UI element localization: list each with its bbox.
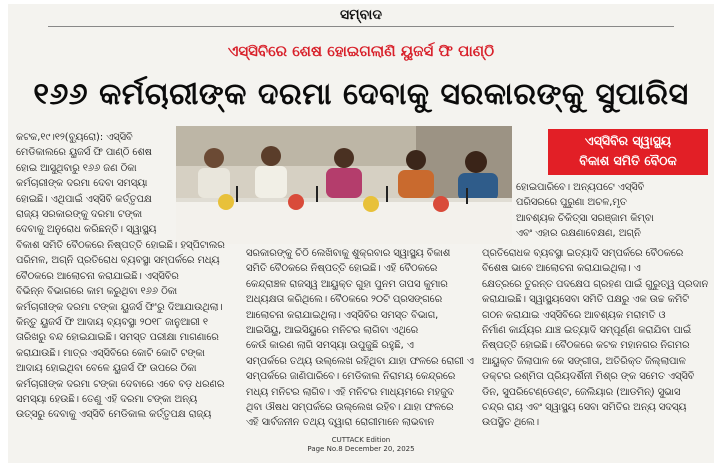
text-line: କଟକ,୧୯।୧୨(ବ୍ୟୁରୋ): ଏସ୍‌ସିବି (16, 132, 133, 143)
edition-label: CUTTACK Edition (331, 436, 391, 444)
text-line: ଗଠନ କରାଯାଇ ଏସ୍‌ସିବିରେ ଆବଶ୍ୟକ ମରାମତି ଓ (482, 309, 666, 321)
text-line: ଆଲୋଚନା କରାଯାଇଥିଲା। ଏସ୍‌ସିବିର ସମସ୍ତ ବିଭାଗ, (246, 309, 439, 321)
text-line: ପ୍ରତିରୋଧକ ବ୍ୟବସ୍ଥା ଇତ୍ୟାଦି ସମ୍ପର୍କରେ ବୈଠକରେ (482, 248, 684, 259)
text-line: ରାଜ୍ୟ ସରକାରଙ୍କୁ ଦରମା ଟଙ୍କା (16, 209, 143, 221)
text-line: ବୈଠକରେ ଆଲୋଚନା କରାଯାଇଛି। ଏସ୍‌ସିବିର (16, 270, 179, 282)
column-c-bottom (482, 246, 710, 431)
text-line: ଆବଶ୍ୟକ ଚିକିତ୍ସା ସରଞ୍ଜାମ କିମ୍ବା (516, 212, 654, 224)
meeting-photo-illustration (176, 126, 512, 244)
infobox-line-2: ବିକାଶ ସମିତି ବୈଠକ (579, 153, 677, 168)
kicker-headline: ଏସ୍‌ସିବିରେ ଶେଷ ହୋଇଗଲାଣି ୟୁଜର୍ସ ଫି ପାଣ୍ଠି (227, 42, 495, 60)
text-line: ଡିନ, ସୁପରିଟେଣ୍ଡେଣ୍ଟ, ଜେଲିୟାର (ଆଡମିନ୍) ସୁଭାସ (482, 386, 681, 398)
text-line: କେଉଁ କାରଣ ଲାଗି ସମସ୍ୟା ଉପୁଜୁଛି ରହୁଛି, ଏ (246, 340, 414, 352)
text-line: ବିକାଶ ସମିତି ବୈଠକରେ ନିଷ୍ପତ୍ତି ହୋଇଛି। ହସ୍ପିଟାଲର (16, 240, 225, 251)
column-c-top (516, 180, 710, 242)
text-line: ନିର୍ମାଣ କାର୍ଯ୍ୟର ଯାଞ୍ଚ ଇତ୍ୟାଦି ସମ୍ପୂର୍ଣ୍ଣ କରାଯିବା ପାଇଁ (482, 325, 691, 337)
text-line: ସମସ୍ୟା ହେଉଛି। ତେଣୁ ଏହି ଦରମା ଟଙ୍କା ଅନ୍ୟ (16, 394, 198, 406)
masthead: ସମ୍ବାଦ (340, 7, 382, 23)
text-line: କରାଯାଇଛି। ସ୍ୱାସ୍ଥ୍ୟସେବା ସମିତି ପକ୍ଷରୁ ଏକ ଉଚ୍ଚ କମିଟି (482, 294, 689, 306)
newspaper-clipping (8, 4, 714, 463)
text-line: କିନ୍ତୁ ୟୁଜର୍ସ ଫି ଆଦାୟ ବ୍ୟବସ୍ଥା ୨୦୧୮ ଜାନୁଆରୀ ୧ (16, 317, 208, 329)
text-line: କରାଯାଉଛି। ମାତ୍ର ଏସ୍‌ସିବିରେ କୋଟି କୋଟି ଟଙ୍କା (16, 347, 205, 359)
text-line: ତାରିଖରୁ ବନ୍ଦ ହୋଇଯାଇଛି। ସମସ୍ତ ପରୀକ୍ଷା ମାଗଣାରେ (16, 332, 219, 344)
text-line: ଦେବାକୁ ଅନୁରୋଧ କରିଛନ୍ତି। ସ୍ୱାସ୍ଥ୍ୟ (16, 224, 157, 236)
text-line: ବିଭିନ୍ନ ବିଭାଗରେ କାମ କରୁଥିବା ୧୬୬ ଠିକା (16, 286, 178, 298)
masthead-divider (48, 26, 674, 27)
meeting-photo (176, 126, 512, 244)
column-b (246, 246, 474, 431)
text-line: ଅଧ୍ୟକ୍ଷତା କରିଥିଲେ। ବୈଠକରେ ୨୦ଟି ପ୍ରସଙ୍ଗରେ (246, 294, 443, 306)
main-headline: ୧୬୬ କର୍ମଚାରୀଙ୍କ ଦରମା ଦେବାକୁ ସରକାରଙ୍କୁ ସୁପାରିସ (33, 77, 689, 112)
text-line: ପରିସରରେ ପୁରୁଣା ଅଚଳ,ମୃତ (516, 197, 627, 209)
text-line: ସମ୍ପର୍କରେ ଜାଣିପାରିବେ। ମେଡିକାଲ ନିରାମୟ କେନ୍ଦ୍ରରେ (246, 371, 456, 383)
text-line: କ୍ଷେତ୍ରରେ ତୁରନ୍ତ ପଦକ୍ଷେପ ଗ୍ରହଣ ପାଇଁ ଗୁରୁତ୍ୱ ପ୍ରଦାନ (482, 278, 709, 290)
infobox-line-1: ଏସ୍‌ସିବିର ସ୍ୱାସ୍ଥ୍ୟ (584, 133, 672, 148)
text-line: ଡକ୍ଟର ରଶ୍ମିତା ପ୍ରିୟଦର୍ଶିନୀ ମିଶ୍ର ଙ୍କ ସମେତ ଏସ୍‌ସିବି (482, 371, 695, 383)
text-line: ଉପସ୍ଥିତ ଥିଲେ। (482, 417, 539, 429)
text-line: ଆଦାୟ ହୋଇଥିବା ବେଳେ ୟୁଜର୍ସ ଫି ଉପରେ ଠିକା (16, 363, 197, 375)
text-line: ଥିବା ଔଷଧ ସମ୍ପର୍କରେ ଉଲ୍ଲେଖ ରହିବ। ଯାହା ଫଳରେ (246, 402, 454, 414)
text-line: ମଧ୍ୟ ମନିଟର ଲାଗିବ। ଏହି ମନିଟର ମାଧ୍ୟମରେ ମହଜୁଦ (246, 386, 454, 398)
meeting-infobox (548, 129, 708, 175)
text-line: ଏହି ସାର୍ବଜନୀନ ତଥ୍ୟ ଦ୍ୱାରା ରୋଗୀମାନେ ଲାଭବାନ (246, 417, 435, 429)
text-line: ଚନ୍ଦ୍ର ରାୟ ଏବଂ ସ୍ୱାସ୍ଥ୍ୟ ସେବା ସମିତିର ଅନ୍ୟ ସଦସ୍ୟ (482, 402, 687, 414)
column-a-top (16, 130, 172, 238)
text-line: କର୍ମଚାରୀଙ୍କ ଦରମା ଟଙ୍କା ୟୁଜର୍ସ ଫି'ରୁ ଦିଆଯାଉଥିଲା। (16, 301, 223, 313)
text-line: କେନ୍ଦ୍ରାଞ୍ଚଳ ରାଜସ୍ୱ ଆୟୁକ୍ତ ଗୁହା ପୁନମ ତାପସ କୁମାର (246, 278, 448, 290)
text-line: ସମ୍ପର୍କରେ ତଥ୍ୟ ଉଲ୍ଲେଖ ରହିଥିବା ଯାହା ଫଳରେ ରୋଗୀ ଏ (246, 355, 474, 367)
text-line: ମେଡିକାଲରେ ୟୁଜର୍ସ ଫି ପାଣ୍ଠି ଶେଷ (16, 147, 152, 159)
text-line: ହୋଇଛି। ଏଥିପାଇଁ ଏସ୍‌ସିବି କର୍ତ୍ତୃପକ୍ଷ (16, 193, 152, 205)
column-a-bottom (16, 238, 240, 423)
page-date-label: Page No.8 December 20, 2025 (307, 445, 415, 453)
text-line: କର୍ମଚାରୀଙ୍କ ଦରମା ଟଙ୍କା ଦେବାରେ ଏବେ ବଡ଼ ଧରଣର (16, 378, 225, 390)
text-line: ସରକାରଙ୍କୁ ଚିଠି ଲେଖିବାକୁ ଶୁକ୍ରବାର ସ୍ୱାସ୍ଥ୍ୟ ବିକାଶ (246, 248, 451, 259)
text-line: ନିଷ୍ପତ୍ତି ହୋଇଛି। ବୈଠକରେ କଟକ ମହାନଗର ନିଗମର (482, 340, 690, 352)
text-line: କର୍ମଚାରୀଙ୍କ ଦରମା ଦେବା ସମସ୍ୟା (16, 178, 148, 190)
text-line: ଆୟୁକ୍ତ ଜିଲାପାଳ କେ ସଙ୍ଗୀତା, ଅତିରିକ୍ତ ଜିଲ୍ଲାପାଳ (482, 355, 686, 367)
text-line: ବିଶେଷ ଭାବେ ଆଲୋଚନା କରାଯାଇଥିଲା। ଏ (482, 263, 641, 275)
text-line: ସମିତି ବୈଠକରେ ନିଷ୍ପତ୍ତି ହୋଇଛି। ଏହି ବୈଠକରେ (246, 263, 438, 275)
text-line: ହୋଇପାରିବେ। ଅନ୍ୟପଟେ ଏସ୍‌ସିବି (516, 182, 645, 193)
text-line: ହୋଇ ଆସୁଥିବାରୁ ୧୬୬ ଜଣ ଠିକା (16, 162, 137, 174)
text-line: ଆଇସିୟୁ, ଆଇସିୟୁରେ ମନିଟର ଲାଗିବା ଏଥିରେ (246, 325, 419, 337)
text-line: ଉତ୍ସରୁ ଦେବାକୁ ଏସ୍‌ସିବି ମେଡିକାଲ କର୍ତ୍ତୃପକ୍ଷ ରାଜ୍ୟ (16, 409, 212, 421)
text-line: ପରିମଳ, ଅଗ୍ନି ପ୍ରତିରୋଧ ବ୍ୟବସ୍ଥା ସମ୍ପର୍କରେ ମଧ୍ୟ (16, 255, 220, 267)
edition-footer (8, 436, 714, 454)
text-line: ଏବଂ ଏହାର ରକ୍ଷଣାବେକ୍ଷଣ, ଅଗ୍ନି (516, 228, 641, 240)
